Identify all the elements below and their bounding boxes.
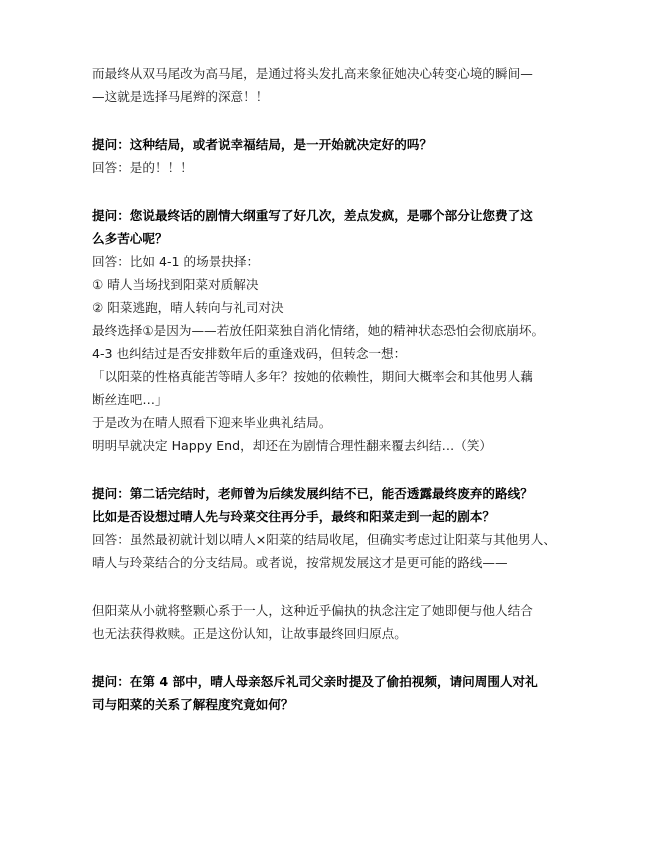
qa-block-2 bbox=[92, 204, 568, 457]
question-line: 么多苦心呢？ bbox=[92, 231, 168, 246]
qa-block-4 bbox=[92, 670, 568, 716]
question-line: 比如是否设想过晴人先与玲菜交往再分手，最终和阳菜走到一起的剧本？ bbox=[92, 509, 495, 524]
intro-paragraph bbox=[92, 62, 568, 108]
answer-line: 最终选择①是因为——若放任阳菜独自消化情绪，她的精神状态恐怕会彻底崩坏。 bbox=[92, 323, 545, 338]
question-line: 提问：您说最终话的剧情大纲重写了好几次，差点发疯，是哪个部分让您费了这 bbox=[92, 208, 533, 223]
document-body bbox=[92, 62, 568, 716]
answer-line: 也无法获得救赎。正是这份认知，让故事最终回归原点。 bbox=[92, 626, 407, 641]
answer-line: 但阳菜从小就将整颗心系于一人，这种近乎偏执的执念注定了她即便与他人结合 bbox=[92, 603, 533, 618]
answer-line: 断丝连吧…」 bbox=[92, 392, 168, 407]
text-line: —这就是选择马尾辫的深意！！ bbox=[92, 89, 269, 104]
answer-line: 于是改为在晴人照看下迎来毕业典礼结局。 bbox=[92, 415, 332, 430]
qa-block-3 bbox=[92, 482, 568, 645]
answer-line: 回答：比如 4-1 的场景抉择： bbox=[92, 254, 260, 269]
qa-block-1 bbox=[92, 133, 568, 179]
answer-line: 明明早就决定 Happy End，却还在为剧情合理性翻来覆去纠结…（笑） bbox=[92, 438, 493, 453]
question-line: 提问：这种结局，或者说幸福结局，是一开始就决定好的吗？ bbox=[92, 137, 433, 152]
question-line: 提问：在第 4 部中，晴人母亲怒斥礼司父亲时提及了偷拍视频，请问周围人对礼 bbox=[92, 674, 538, 689]
answer-line: 回答：是的！！！ bbox=[92, 160, 193, 175]
answer-line: 晴人与玲菜结合的分支结局。或者说，按常规发展这才是更可能的路线—— bbox=[92, 555, 508, 570]
question-line: 司与阳菜的关系了解程度究竟如何？ bbox=[92, 697, 294, 712]
answer-line: ① 晴人当场找到阳菜对质解决 bbox=[92, 277, 259, 292]
text-line: 而最终从双马尾改为高马尾，是通过将头发扎高来象征她决心转变心境的瞬间— bbox=[92, 66, 533, 81]
answer-line: ② 阳菜逃跑，晴人转向与礼司对決 bbox=[92, 300, 284, 315]
question-line: 提问：第二话完结时，老师曾为后续发展纠结不已，能否透露最终废弃的路线？ bbox=[92, 486, 533, 501]
answer-line: 「以阳菜的性格真能苦等晴人多年？按她的依赖性，期间大概率会和其他男人藕 bbox=[92, 369, 533, 384]
answer-line: 回答：虽然最初就计划以晴人×阳菜的结局收尾，但确实考虑过让阳菜与其他男人、 bbox=[92, 532, 556, 547]
answer-line: 4-3 也纠结过是否安排数年后的重逢戏码，但转念一想： bbox=[92, 346, 407, 361]
